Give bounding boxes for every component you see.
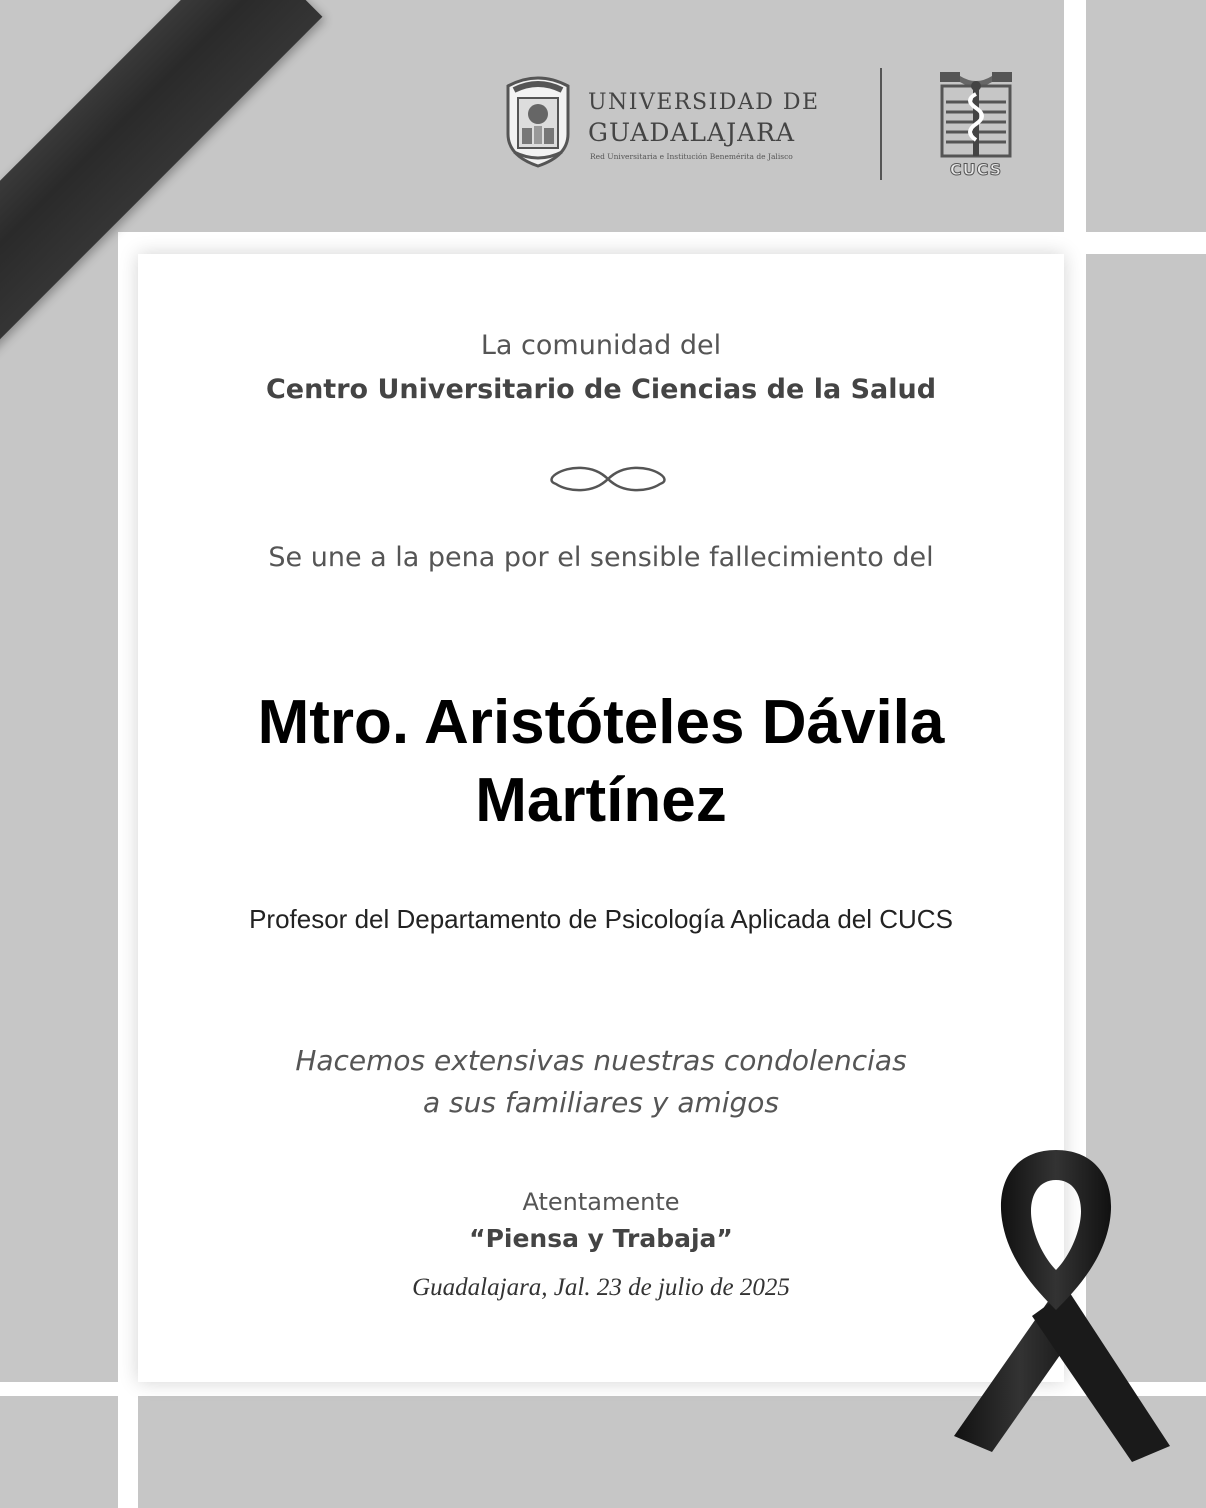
deceased-name-line2: Martínez: [475, 766, 727, 835]
deceased-name: [138, 684, 1064, 840]
university-seal-icon: [500, 72, 576, 168]
deceased-name-line1: Mtro. Aristóteles Dávila: [257, 688, 945, 757]
place-date: Guadalajara, Jal. 23 de julio de 2025: [412, 1274, 790, 1301]
udg-name-line2: GUADALAJARA: [588, 118, 796, 147]
intro-line-2: Centro Universitario de Ciencias de la Salud: [265, 374, 937, 405]
deceased-position: Profesor del Departamento de Psicología Aplicada del CUCS: [249, 904, 953, 934]
mourning-ribbon-icon: [936, 1140, 1176, 1476]
motto: “Piensa y Trabaja”: [469, 1224, 733, 1253]
logo-divider: [880, 68, 882, 180]
frame-line-left: [118, 232, 138, 1508]
condolences: [138, 1040, 1064, 1124]
frame-line-top: [120, 232, 1206, 254]
condolences-line1: Hacemos extensivas nuestras condolencias: [295, 1044, 907, 1077]
udg-tagline: Red Universitaria e Institución Benemérita de Jalisco: [590, 152, 793, 161]
caduceus-icon: [936, 68, 1016, 160]
closing: Atentamente: [522, 1188, 680, 1216]
udg-name-line1: UNIVERSIDAD DE: [588, 90, 820, 115]
intro-line-1: La comunidad del: [480, 330, 722, 361]
intro-line-3: Se une a la pena por el sensible fallecimiento del: [268, 542, 934, 573]
infinity-ornament-icon: [548, 464, 668, 494]
udg-logo: [500, 68, 820, 172]
condolences-line2: a sus familiares y amigos: [422, 1086, 780, 1119]
cucs-label: CUCS: [949, 160, 1003, 179]
cucs-logo: [936, 68, 1016, 184]
